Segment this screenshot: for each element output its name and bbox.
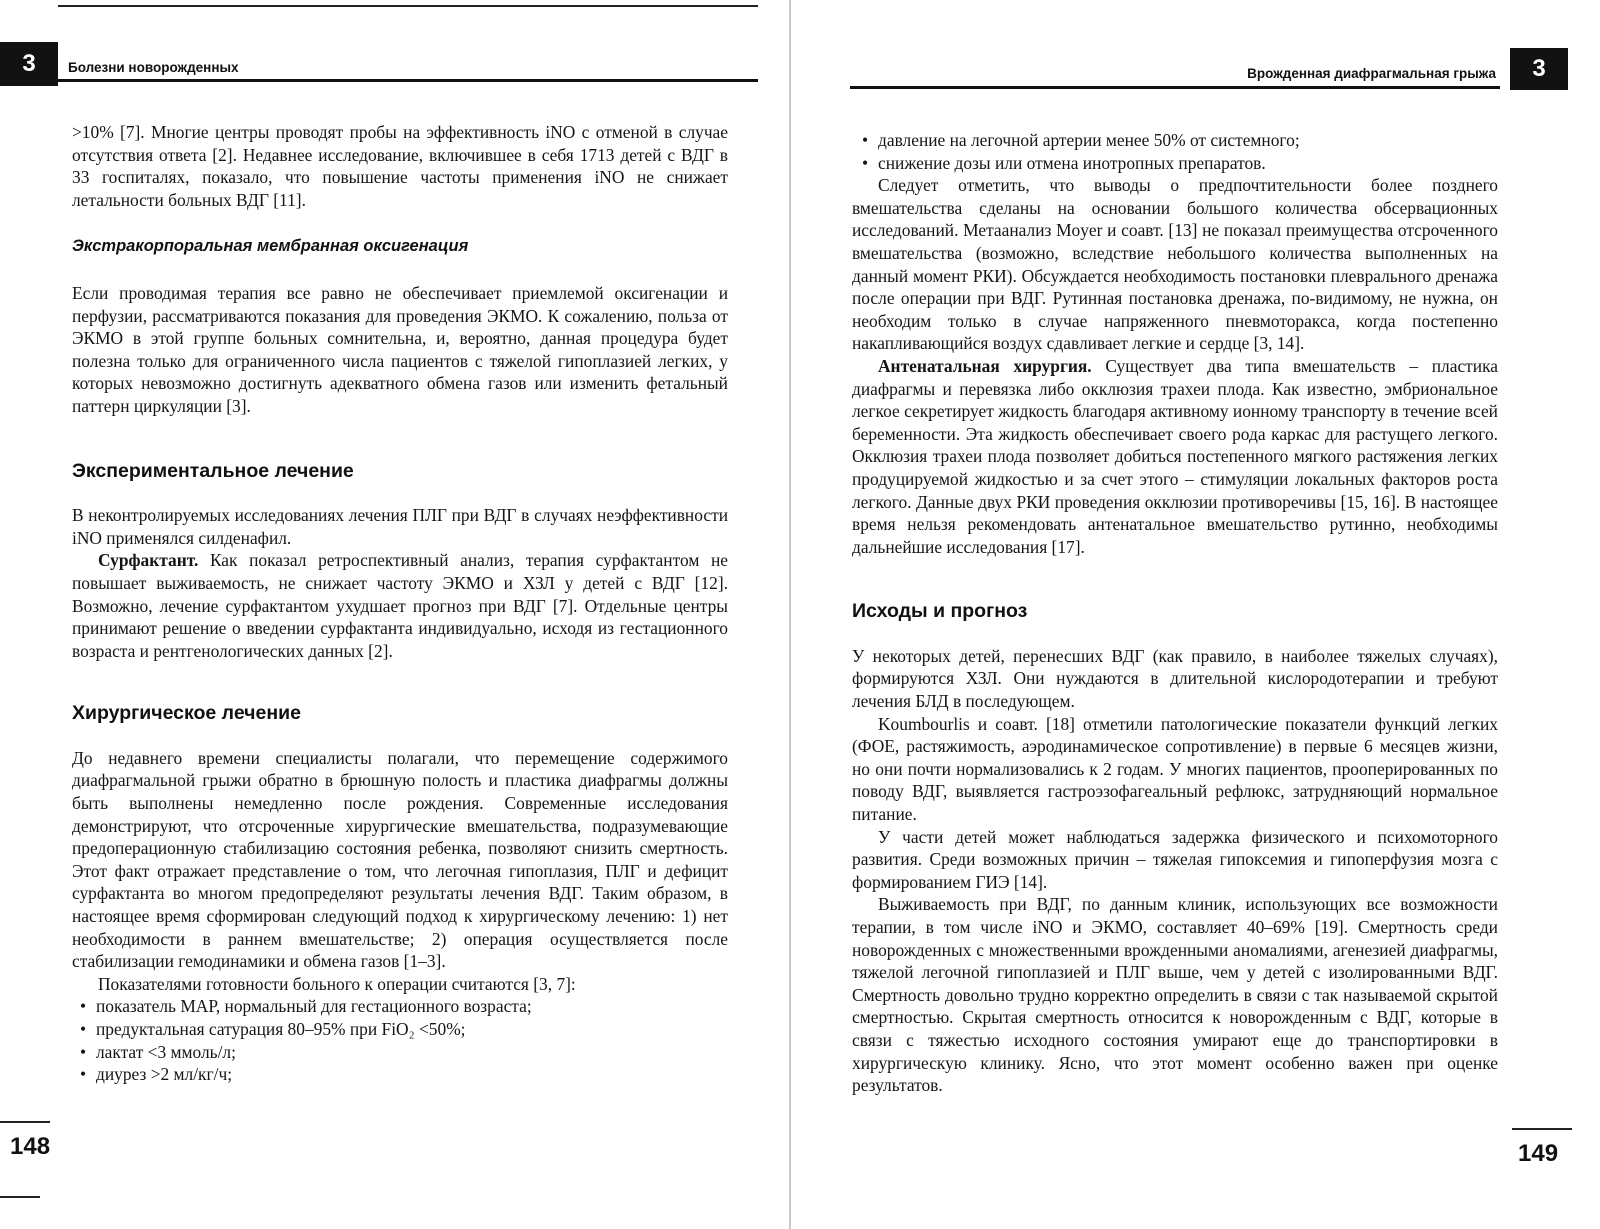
footer-line xyxy=(1512,1128,1572,1130)
header-rule xyxy=(58,79,758,82)
chapter-tab: 3 xyxy=(1510,48,1568,90)
section-heading-outcomes: Исходы и прогноз xyxy=(852,600,1028,623)
list-item: • предуктальная сатурация 80–95% при FiO₂ <50%; xyxy=(76,1018,728,1041)
top-border xyxy=(58,5,758,7)
outcomes-paragraph-1: У некоторых детей, перенесших ВДГ (как правило, в наиболее тяжелых случаях), формируются ХЗЛ. Они нуждаются в длительной кислородотерапии и требуют лечения БЛД в последующем. xyxy=(852,645,1498,712)
running-head: Врожденная диафрагмальная грыжа xyxy=(1247,66,1496,81)
intro-paragraph: >10% [7]. Многие центры проводят пробы на эффективность iNO с отменой в случае отсутствия ответа [2]. Недавнее исследование, включившее в себя 1713 детей с ВДГ в 33 госпиталях, показало, что повышение частоты применения iNO не снижает летальности больных ВДГ [11]. xyxy=(72,122,728,210)
list-item: • показатель МАР, нормальный для гестационного возраста; xyxy=(76,995,728,1018)
outcomes-paragraph-3: У части детей может наблюдаться задержка физического и психомоторного развития. Среди возможных причин – тяжелая гипоксемия и гипоперфузия мозга с формированием ГИЭ [14]. xyxy=(852,826,1498,892)
list-item: • лактат <3 ммоль/л; xyxy=(76,1041,728,1064)
section-heading-experimental: Экспериментальное лечение xyxy=(72,459,354,482)
antenatal-lead: Антенатальная хирургия. xyxy=(878,355,1092,376)
section-heading-ecmo: Экстракорпоральная мембранная оксигенация xyxy=(72,237,469,256)
page-number: 149 xyxy=(1518,1140,1559,1167)
section-heading-surgery: Хирургическое лечение xyxy=(72,702,301,725)
right-page xyxy=(800,0,1600,1229)
surgery-paragraph: До недавнего времени специалисты полагали, что перемещение содержимого диафрагмальной грыжи обратно в брюшную полость и пластика диафрагмы должны быть выполнены немедленно после рождения. Современные исследования демонстрируют, что отсроченные хирургические вмешательства, подразумевающие предоперационную стабилизацию состояния ребенка, позволяют снизить смертность. Этот факт отражает представление о том, что легочная гипоплазия, ПЛГ и дефицит сурфактанта во многом предопределяют результаты лечения ВДГ. Таким образом, в настоящее время сформирован следующий подход к хирургическому лечению: 1) нет необходимости в раннем вмешательстве; 2) операция осуществляется после стабилизации гемодинамики и обмена газов [1–3]. xyxy=(72,747,728,972)
surfactant-text: Как показал ретроспективный анализ, терапия сурфактантом не повышает выживаемость, не снижает частоту ЭКМО и ХЗЛ у детей с ВДГ [12]. Возможно, лечение сурфактантом ухудшает прогноз при ВДГ [7]. Отдельные центры принимают решение о введении сурфактанта индивидуально, исходя из гестационного возраста и рентгенологических данных [2]. xyxy=(72,550,728,661)
footer-line xyxy=(0,1121,50,1123)
antenatal-paragraph xyxy=(852,355,1498,558)
list-item: • снижение дозы или отмена инотропных препаратов. xyxy=(858,152,1498,175)
ecmo-paragraph: Если проводимая терапия все равно не обеспечивает приемлемой оксигенации и перфузии, рассматриваются показания для проведения ЭКМО. К сожалению, польза от ЭКМО в этой группе больных сомнительна, и, вероятно, данная процедура будет полезна только для ограниченного числа пациентов с тяжелой гипоплазией легких, у которых невозможно достигнуть адекватного обмена газов или изменить фетальный паттерн циркуляции [3]. xyxy=(72,282,728,416)
readiness-intro: Показателями готовности больного к операции считаются [3, 7]: xyxy=(98,973,576,994)
experimental-paragraph: В неконтролируемых исследованиях лечения ПЛГ при ВДГ в случаях неэффективности iNO применялся силденафил. xyxy=(72,505,728,548)
surfactant-lead: Сурфактант. xyxy=(98,550,199,571)
outcomes-paragraph-4: Выживаемость при ВДГ, по данным клиник, использующих все возможности терапии, в том числе iNO и ЭКМО, составляет 40–69% [19]. Смертность среди новорожденных с множественными врожденными аномалиями, агенезией диафрагмы, тяжелой легочной гипоплазией и ПЛГ выше, чем у детей с изолированными ВДГ. Смертность довольно трудно корректно определить в связи с так называемой скрытой смертностью. Скрытая смертность относится к новорожденным с ВДГ, которые в связи с тяжестью исходного состояния умирают еще до транспортировки в хирургическую клинику. Ясно, что этот момент особенно важен при оценке результатов. xyxy=(852,894,1498,1096)
spine-divider xyxy=(789,0,791,1229)
antenatal-text: Существует два типа вмешательств – пластика диафрагмы и перевязка либо окклюзия трахеи плода. Как известно, эмбриональное легкое секретирует жидкость благодаря активному ионному транспорту в течение всей беременности. Эта жидкость обеспечивает своего рода каркас для растущего легкого. Окклюзия трахеи плода позволяет добиться постепенного мягкого растяжения легких продуцируемой жидкостью и за счет этого – стимуляции локальных факторов роста легкого. Данные двух РКИ проведения окклюзии противоречивы [15, 16]. В настоящее время нельзя рекомендовать антенатальное вмешательство рутинно, необходимы дальнейшие исследования [17]. xyxy=(852,355,1498,557)
list-item: • давление на легочной артерии менее 50% от системного; xyxy=(858,129,1498,152)
text-column xyxy=(852,129,1498,1097)
left-page xyxy=(0,0,790,1229)
page-number: 148 xyxy=(10,1133,51,1160)
surfactant-paragraph xyxy=(72,549,728,662)
list-item: • диурез >2 мл/кг/ч; xyxy=(76,1063,728,1086)
readiness-list-continued xyxy=(852,129,1498,174)
running-head: Болезни новорожденных xyxy=(68,60,239,75)
drainage-paragraph: Следует отметить, что выводы о предпочтительности более позднего вмешательства сделаны на основании большого количества обсервационных исследований. Метаанализ Moyer и соавт. [13] не показал преимущества отсроченного вмешательства (возможно, вследствие небольшого количества выполненных на данный момент РКИ). Обсуждается необходимость постановки плеврального дренажа после операции при ВДГ. Рутинная постановка дренажа, по-видимому, не нужна, он необходим только в случае напряженного пневмоторакса, когда постепенно накапливающийся воздух сдавливает легкие и сердце [3, 14]. xyxy=(852,175,1498,354)
header-rule xyxy=(850,86,1500,89)
chapter-tab: 3 xyxy=(0,42,58,86)
text-column xyxy=(72,121,728,1086)
outcomes-paragraph-2: Koumbourlis и соавт. [18] отметили патологические показатели функций легких (ФОЕ, растяжимость, аэродинамическое сопротивление) в первые 6 месяцев жизни, но они почти нормализовались к 2 годам. У многих пациентов, прооперированных по поводу ВДГ, выявляется гастроэзофагеальный рефлюкс, затрудняющий нормальное питание. xyxy=(852,713,1498,825)
readiness-list xyxy=(72,995,728,1085)
footer-line xyxy=(0,1196,40,1198)
